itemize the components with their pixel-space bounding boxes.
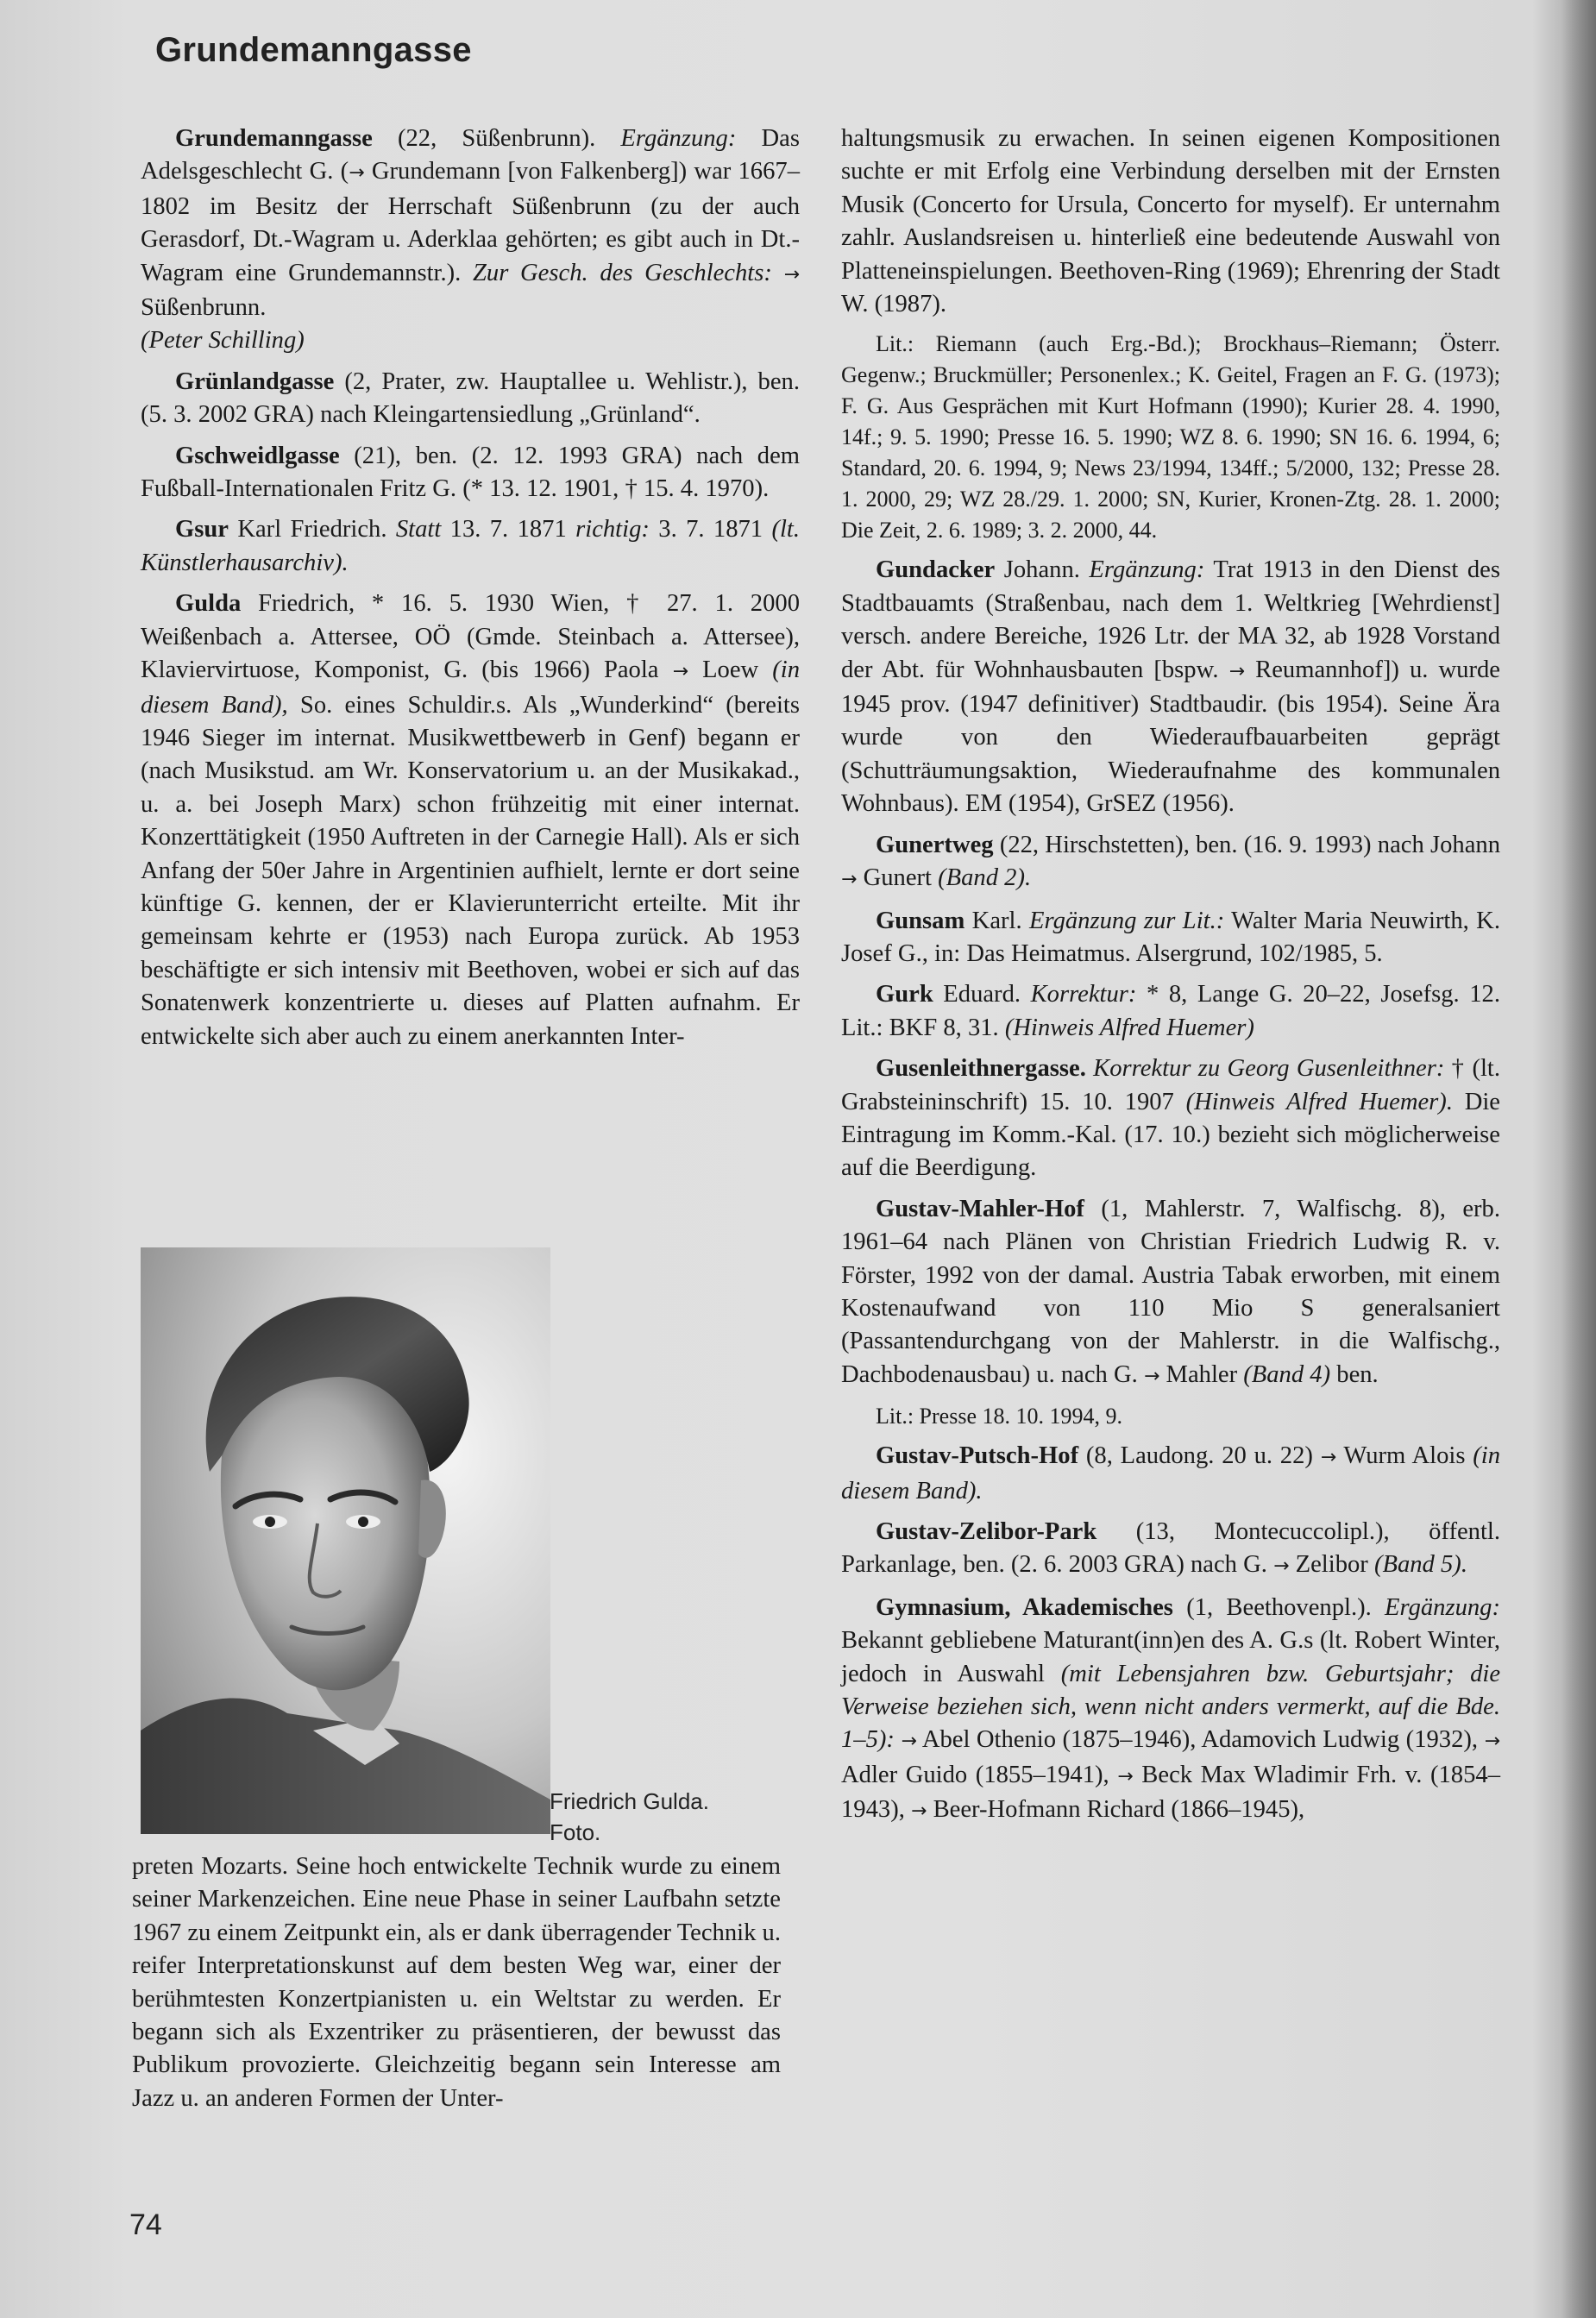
entry-gulda-end: haltungsmusik zu erwachen. In seinen eigenen Kompositionen suchte er mit Erfolg eine Verbindung derselben mit der Ernsten Musik (Concerto for Ursula, Concerto for myself). Er unternahm zahlr. Auslandsreisen u. hinterließ eine bedeutende Auswahl von Platteneinspielungen. Beethoven-Ring (1969); Ehrenring der Stadt W. (1987). bbox=[841, 125, 1500, 318]
cross-reference-arrow-icon: → bbox=[841, 869, 858, 891]
entry-gschweidlgasse: Gschweidlgasse (21), ben. (2. 12. 1993 GRA) nach dem Fußball-Internationalen Fritz G. (* 13. 12. 1901, † 15. 4. 1970). bbox=[141, 442, 800, 503]
literature-note: Lit.: Riemann (auch Erg.-Bd.); Brockhaus–Riemann; Österr. Gegenw.; Bruckmüller; Personenlex.; K. Geitel, Fragen an F. G. (1973); F. G. Aus Gesprächen mit Kurt Hofmann (1990); Kurier 28. 4. 1990, 14f.; 9. 5. 1990; Presse 16. 5. 1990; WZ 8. 6. 1990; SN 16. 6. 1994, 6; Standard, 20. 6. 1994, 9; News 23/1994, 134ff.; 5/2000, 132; Presse 28. 1. 2000, 29; WZ 28./29. 1. 2000; SN, Kurier, Kronen-Ztg. 28. 1. 2000; Die Zeit, 2. 6. 1989; 3. 2. 2000, 44. bbox=[841, 331, 1500, 543]
cross-reference-arrow-icon: → bbox=[1273, 1555, 1290, 1578]
entry-grundemanngasse: Grundemanngasse (22, Süßenbrunn). Ergänzung: Das Adelsgeschlecht G. (→ Grundemann [von Falkenberg]) war 1667–1802 im Besitz der Herrschaft Süßenbrunn (zu der auch Gerasdorf, Dt.-Wagram u. Aderklaa gehörten; es gibt auch in Dt.-Wagram eine Grundemannstr.). Zur Gesch. des Geschlechts: → Süßenbrunn. (Peter Schilling) bbox=[141, 125, 800, 355]
entry-gustav-mahler-hof: Gustav-Mahler-Hof (1, Mahlerstr. 7, Walfischg. 8), erb. 1961–64 nach Plänen von Christian Friedrich Ludwig R. v. Förster, 1992 von der damal. Austria Tabak erworben, mit einem Kostenaufwand von 110 Mio S generalsaniert (Passantendurchgang von der Mahlerstr. in die Walfischg., Dachbodenausbau) u. nach G. → Mahler (Band 4) ben. bbox=[841, 1195, 1500, 1388]
portrait-image bbox=[141, 1247, 550, 1834]
cross-reference-arrow-icon: → bbox=[901, 1731, 917, 1753]
left-column bbox=[141, 122, 800, 1061]
entry-gruenlandgasse: Grünlandgasse (2, Prater, zw. Hauptallee u. Wehlistr.), ben. (5. 3. 2002 GRA) nach Kleingartensiedlung „Grünland“. bbox=[141, 367, 800, 429]
entry-gurk: Gurk Eduard. Korrektur: * 8, Lange G. 20–22, Josefsg. 12. Lit.: BKF 8, 31. (Hinweis Alfred Huemer) bbox=[841, 981, 1500, 1041]
entry-gustav-putsch-hof: Gustav-Putsch-Hof (8, Laudong. 20 u. 22) → Wurm Alois (in diesem Band). bbox=[841, 1442, 1500, 1505]
right-column bbox=[841, 122, 1500, 1837]
entry-keyword: Gymnasium, Akademisches bbox=[876, 1593, 1173, 1621]
entry-keyword: Grünlandgasse bbox=[175, 367, 335, 395]
cross-reference-arrow-icon: → bbox=[1143, 1365, 1160, 1387]
literature-note: Lit.: Presse 18. 10. 1994, 9. bbox=[876, 1404, 1122, 1429]
cross-reference-arrow-icon: → bbox=[1320, 1447, 1337, 1469]
entry-gusenleithnergasse: Gusenleithnergasse. Korrektur zu Georg Gusenleithner: † (lt. Grabsteininschrift) 15. 10. 1907 (Hinweis Alfred Huemer). Die Eintragung im Komm.-Kal. (17. 10.) bezieht sich möglicherweise auf die Beerdigung. bbox=[841, 1055, 1501, 1182]
entry-keyword: Gsur bbox=[175, 516, 229, 543]
entry-gulda-continued: preten Mozarts. Seine hoch entwickelte Technik wurde zu einem seiner Markenzeichen. Eine neue Phase in seiner Laufbahn setzte 1967 zu einem Zeitpunkt ein, als er dank überragender Technik u. reifer Interpretationskunst auf dem besten Weg war, einer der berühmtesten Konzertpianisten u. ein Weltstar zu werden. Er begann sich als Exzentriker zu präsentieren, der bewusst das Publikum provozierte. Gleichzeitig begann sein Interesse am Jazz u. an anderen Formen der Unter- bbox=[132, 1853, 781, 2112]
entry-keyword: Gschweidlgasse bbox=[175, 442, 340, 469]
page-number: 74 bbox=[129, 2208, 162, 2241]
entry-keyword: Gunertweg bbox=[876, 831, 994, 858]
entry-keyword: Gusenleithnergasse. bbox=[876, 1055, 1086, 1083]
entry-keyword: Gulda bbox=[175, 590, 242, 618]
entry-keyword: Grundemanngasse bbox=[175, 125, 373, 152]
entry-keyword: Gurk bbox=[876, 981, 933, 1008]
entry-gunsam: Gunsam Karl. Ergänzung zur Lit.: Walter Maria Neuwirth, K. Josef G., in: Das Heimatmus. Alsergrund, 102/1985, 5. bbox=[841, 907, 1500, 967]
cross-reference-arrow-icon: → bbox=[1228, 660, 1246, 682]
cross-reference-arrow-icon: → bbox=[783, 263, 800, 286]
entry-author: (Peter Schilling) bbox=[141, 327, 305, 355]
cross-reference-arrow-icon: → bbox=[349, 162, 365, 185]
left-column-lower bbox=[132, 1850, 781, 2115]
entry-gundacker: Gundacker Johann. Ergänzung: Trat 1913 in den Dienst des Stadtbauamts (Straßenbau, nach dem 1. Weltkrieg [Wehrdienst] versch. andere Bereiche, 1926 Ltr. der MA 32, ab 1928 Vorstand der Abt. für Wohnhausbauten [bspw. → Reumannhof]) u. wurde 1945 prov. (1947 definitiver) Stadtbaudir. (bis 1954). Seine Ära wurde von den Wiederaufbauarbeiten geprägt (Schutträumungsaktion, Wiederaufnahme des kommunalen Wohnbaus). EM (1954), GrSEZ (1956). bbox=[841, 556, 1500, 818]
page-edge-shadow bbox=[1561, 0, 1596, 2318]
cross-reference-arrow-icon: → bbox=[1117, 1765, 1134, 1787]
entry-keyword: Gustav-Mahler-Hof bbox=[876, 1195, 1084, 1222]
portrait-photo bbox=[141, 1247, 550, 1834]
cross-reference-arrow-icon: → bbox=[1484, 1731, 1501, 1753]
cross-reference-arrow-icon: → bbox=[911, 1800, 927, 1823]
entry-gulda: Gulda Friedrich, * 16. 5. 1930 Wien, † 27. 1. 2000 Weißenbach a. Attersee, OÖ (Gmde. Steinbach a. Attersee), Klaviervirtuose, Komponist, G. (bis 1966) Paola → Loew (in diesem Band), So. eines Schuldir.s. Als „Wunderkind“ (bereits 1946 Sieger im internat. Musikwettbewerb in Genf) begann er (nach Musikstud. am Wr. Konservatorium u. an der Musikakad., u. a. bei Joseph Marx) schon frühzeitig mit einer internat. Konzerttätigkeit (1950 Auftreten in der Carnegie Hall). Als er sich Anfang der 50er Jahre in Argentinien aufhielt, lernte er dort seine künftige G. kennen, der er Klavierunterricht erteilte. Mit ihr gemeinsam kehrte er (1953) nach Europa zurück. Ab 1953 beschäftigte er sich intensiv mit Beethoven, wobei er sich auf das Sonatenwerk konzentrierte u. dieses auf Platten aufnahm. Er entwickelte sich aber auch zu einem anerkannten Inter- bbox=[141, 590, 800, 1050]
cross-reference-arrow-icon: → bbox=[672, 661, 688, 683]
entry-gunertweg: Gunertweg (22, Hirschstetten), ben. (16. 9. 1993) nach Johann → Gunert (Band 2). bbox=[841, 831, 1500, 892]
entry-keyword: Gustav-Putsch-Hof bbox=[876, 1442, 1079, 1470]
running-header: Grundemanngasse bbox=[155, 31, 472, 69]
entry-gymnasium-akademisches: Gymnasium, Akademisches (1, Beethovenpl.). Ergänzung: Bekannt gebliebene Maturant(inn)en des A. G.s (lt. Robert Winter, jedoch in Auswahl (mit Lebensjahren bzw. Geburtsjahr; die Verweise beziehen sich, wenn nicht anders vermerkt, auf die Bde. 1–5): → Abel Othenio (1875–1946), Adamovich Ludwig (1932), → Adler Guido (1855–1941), → Beck Max Wladimir Frh. v. (1854–1943), → Beer-Hofmann Richard (1866–1945), bbox=[841, 1593, 1501, 1824]
entry-keyword: Gunsam bbox=[876, 907, 965, 934]
entry-gsur: Gsur Karl Friedrich. Statt 13. 7. 1871 richtig: 3. 7. 1871 (lt. Künstlerhausarchiv). bbox=[141, 516, 801, 576]
entry-gustav-zelibor-park: Gustav-Zelibor-Park (13, Montecuccolipl.), öffentl. Parkanlage, ben. (2. 6. 2003 GRA) nach G. → Zelibor (Band 5). bbox=[841, 1518, 1500, 1579]
entry-keyword: Gundacker bbox=[876, 556, 996, 584]
photo-caption: Friedrich Gulda. Foto. bbox=[550, 1788, 709, 1845]
entry-keyword: Gustav-Zelibor-Park bbox=[876, 1518, 1097, 1545]
